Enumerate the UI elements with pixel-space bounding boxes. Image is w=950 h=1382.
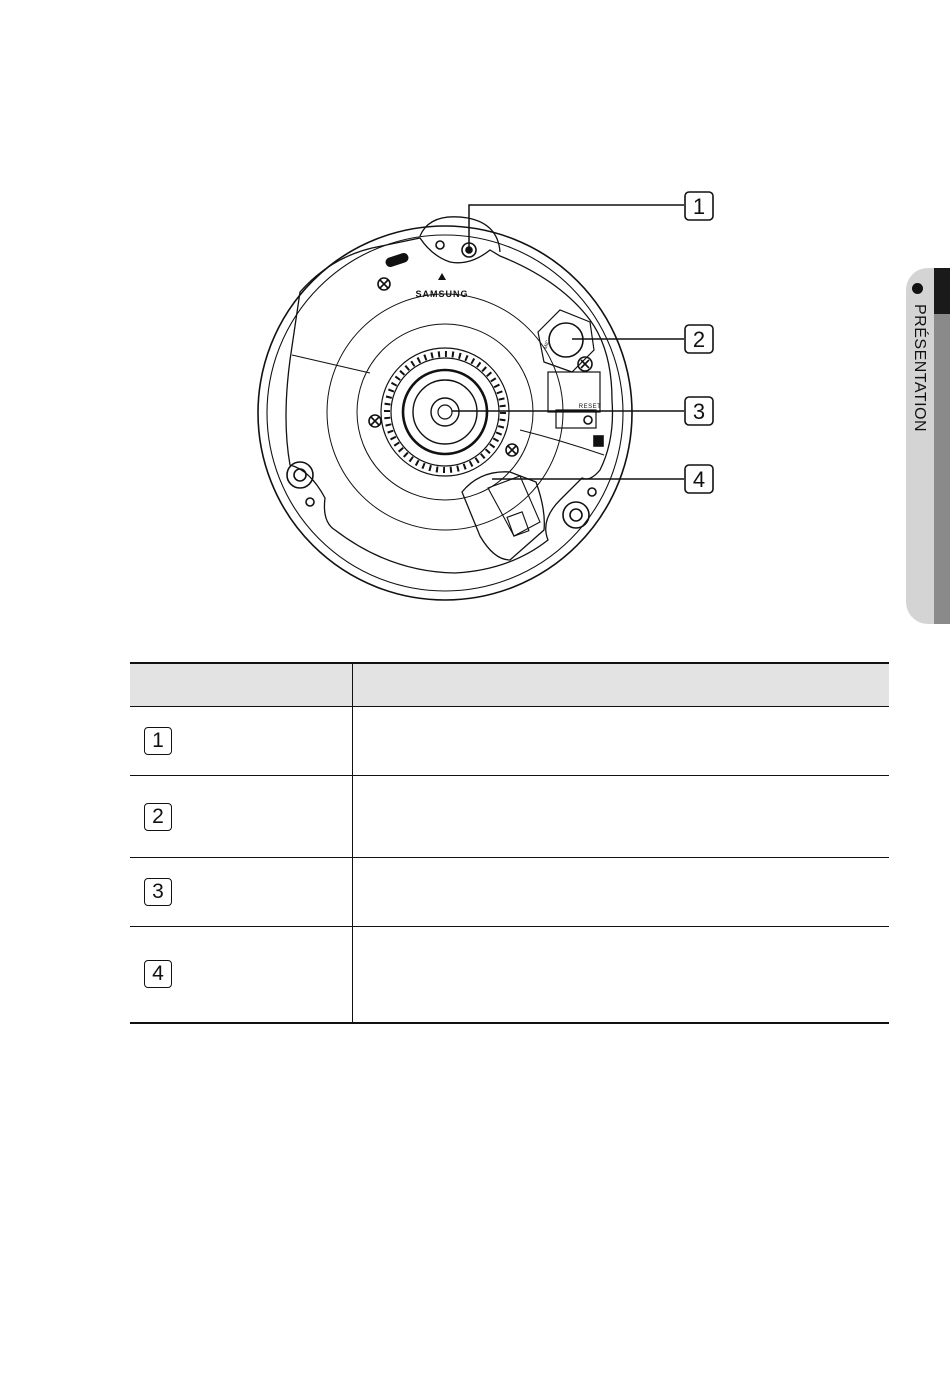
callout-label-2: 2	[692, 327, 706, 352]
mic-label: MIC	[542, 339, 552, 350]
row-description	[353, 776, 890, 858]
row-number-badge: 3	[144, 878, 172, 906]
leader-line-1	[469, 205, 684, 250]
row-description	[353, 858, 890, 927]
header-cell-number	[130, 663, 353, 707]
brand-logo: SAMSUNG	[415, 289, 469, 299]
table-header	[130, 663, 889, 707]
row-description	[353, 707, 890, 776]
callout-label-4: 4	[692, 467, 706, 492]
table-row	[130, 776, 889, 858]
table-row	[130, 927, 889, 1023]
section-tab-label: PRÉSENTATION	[911, 304, 928, 433]
table-row	[130, 707, 889, 776]
row-description	[353, 927, 890, 1023]
header-cell-description	[353, 663, 890, 707]
camera-diagram	[0, 0, 950, 640]
callout-label-3: 3	[692, 399, 706, 424]
row-number-badge: 1	[144, 727, 172, 755]
housing-outer-ring	[258, 226, 632, 600]
mic-hole	[549, 323, 583, 357]
callout-label-1: 1	[692, 194, 706, 219]
row-number-badge: 4	[144, 960, 172, 988]
component-table	[130, 662, 889, 1024]
row-number-badge: 2	[144, 803, 172, 831]
reset-label: RESET	[578, 404, 602, 410]
table-row	[130, 858, 889, 927]
